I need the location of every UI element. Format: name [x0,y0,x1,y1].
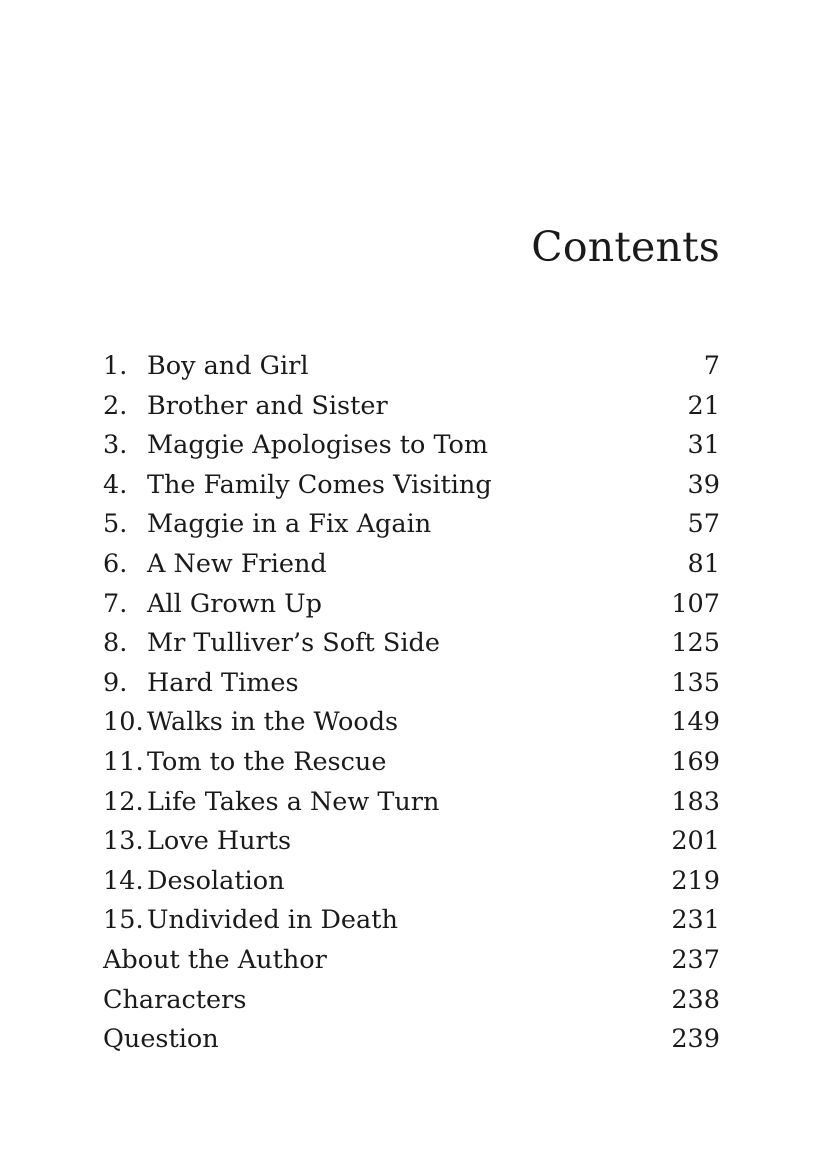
toc-entry-3[interactable] [103,426,720,466]
section-title: Characters [103,984,247,1015]
page-title: Contents [531,223,720,271]
chapter-title: Hard Times [147,667,299,698]
toc-entry-15[interactable] [103,901,720,941]
chapter-title: Boy and Girl [147,351,309,381]
chapter-title: The Family Comes Visiting [147,469,492,500]
toc-entry-2[interactable] [103,387,720,427]
chapter-title: Desolation [147,865,285,896]
toc-entry-4[interactable] [103,466,720,506]
chapter-title: Mr Tulliver’s Soft Side [147,628,440,659]
chapter-number: 4. [103,469,128,500]
chapter-number: 12. [103,786,144,817]
page-number: 183 [671,786,720,817]
chapter-title: Tom to the Rescue [147,746,387,777]
page-number: 31 [687,430,720,461]
page-number: 238 [671,984,720,1015]
toc-entry-13[interactable] [103,822,720,862]
chapter-number: 14. [103,865,144,896]
chapter-title: Walks in the Woods [147,707,399,738]
page-number: 39 [687,469,720,500]
page-number: 201 [671,826,720,857]
page-number: 231 [671,905,720,936]
chapter-title: Maggie in a Fix Again [147,509,432,540]
page-number: 57 [687,509,720,540]
toc-entry-9[interactable] [103,664,720,704]
chapter-title: All Grown Up [147,588,322,619]
chapter-number: 13. [103,826,144,857]
page-number: 81 [687,548,720,579]
toc-entry-8[interactable] [103,624,720,664]
toc-entry-1[interactable] [103,347,720,387]
chapter-number: 5. [103,509,128,540]
toc-entry-12[interactable] [103,783,720,823]
toc-entry-question[interactable] [103,1020,720,1060]
chapter-number: 9. [103,667,128,698]
toc-entry-about-author[interactable] [103,941,720,981]
chapter-number: 8. [103,628,128,659]
page-number: 125 [671,628,720,659]
chapter-title: Love Hurts [147,826,292,857]
page-number: 237 [671,944,720,975]
chapter-number: 2. [103,390,128,421]
toc-entry-characters[interactable] [103,981,720,1021]
toc-entry-14[interactable] [103,862,720,902]
page-number: 107 [671,588,720,619]
chapter-number: 11. [103,746,144,777]
chapter-title: Maggie Apologises to Tom [147,430,489,461]
chapter-number: 15. [103,905,144,936]
table-of-contents [103,347,720,1060]
toc-entry-5[interactable] [103,505,720,545]
chapter-title: Brother and Sister [147,390,388,421]
chapter-number: 1. [103,351,128,381]
chapter-title: Life Takes a New Turn [147,786,440,817]
page-number: 149 [671,707,720,738]
chapter-number: 3. [103,430,128,461]
toc-entry-7[interactable] [103,585,720,625]
chapter-number: 6. [103,548,128,579]
page-number: 169 [671,746,720,777]
chapter-title: A New Friend [147,548,327,579]
chapter-title: Undivided in Death [147,905,398,936]
page-number: 219 [671,865,720,896]
section-title: About the Author [103,944,327,975]
chapter-number: 10. [103,707,144,738]
chapter-number: 7. [103,588,128,619]
page-number: 21 [687,390,720,421]
toc-entry-10[interactable] [103,703,720,743]
section-title: Question [103,1024,219,1055]
page-number: 7 [703,351,720,381]
page-number: 239 [671,1024,720,1055]
toc-entry-11[interactable] [103,743,720,783]
toc-entry-6[interactable] [103,545,720,585]
page-number: 135 [671,667,720,698]
